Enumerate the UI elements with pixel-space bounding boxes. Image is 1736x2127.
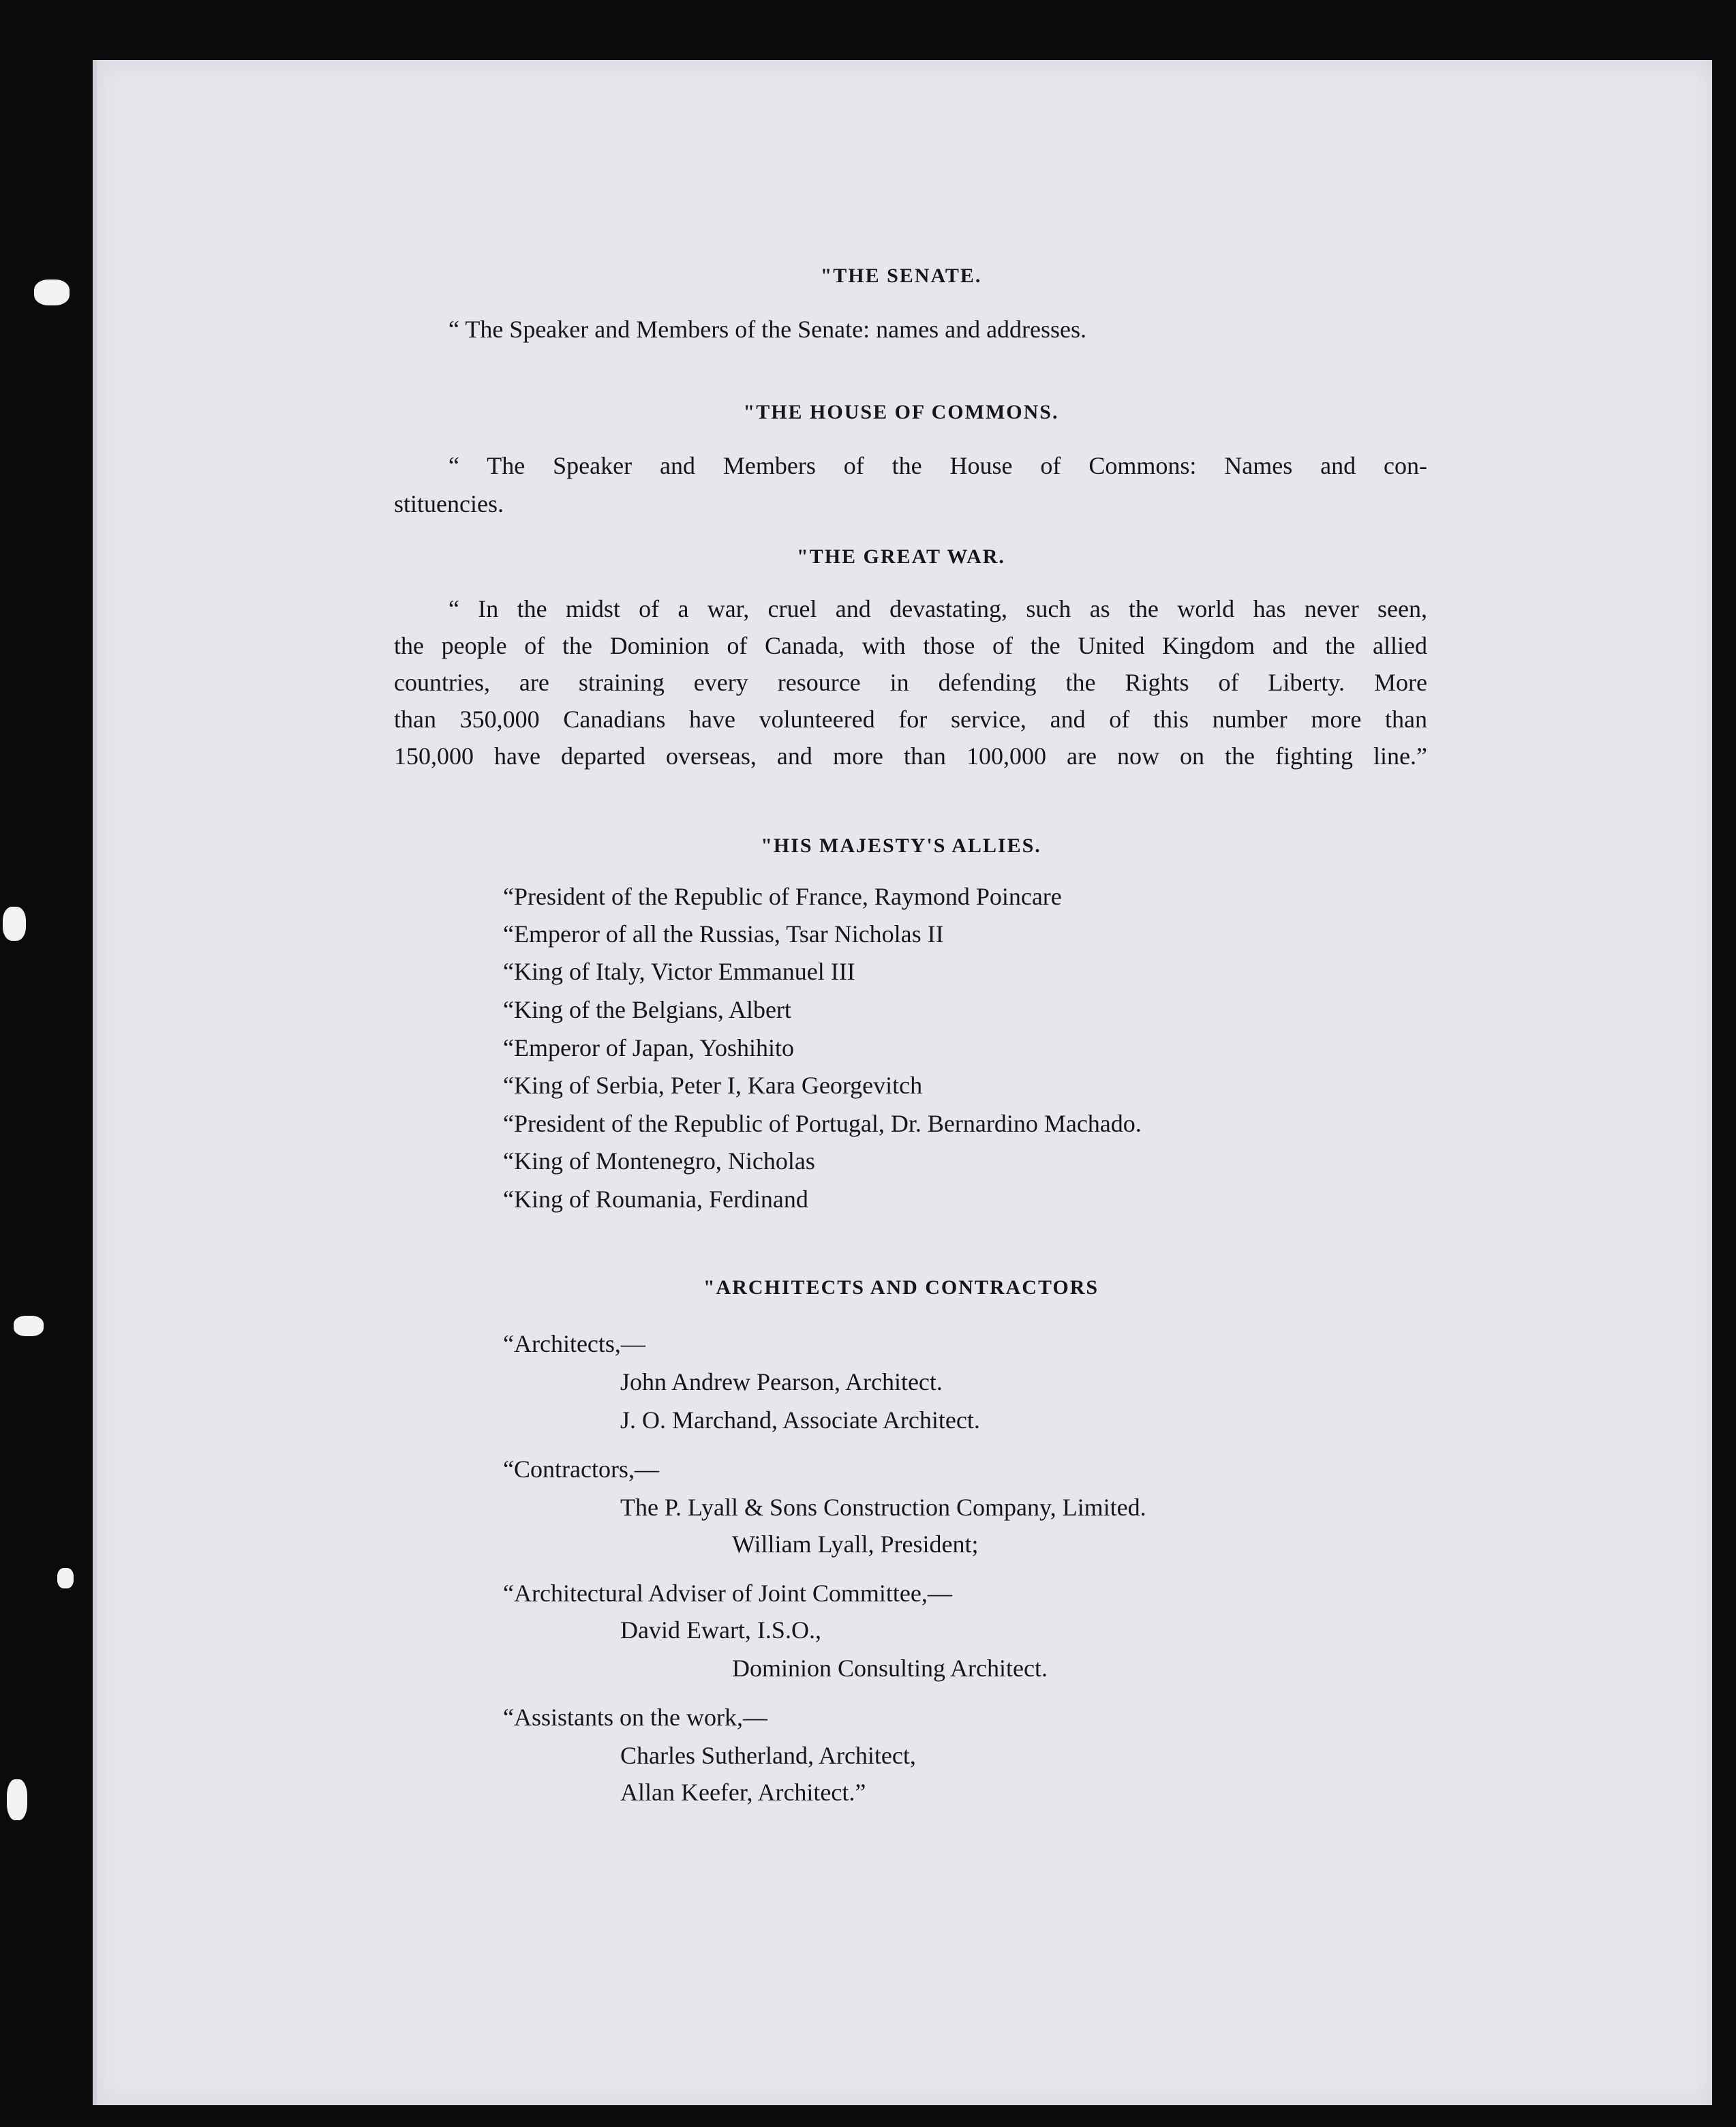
adviser-entry: David Ewart, I.S.O., — [620, 1616, 821, 1644]
great-war-line-3: countries, are straining every resource in defending the Rights of Liberty. More — [394, 669, 1427, 696]
ally-item: “Emperor of all the Russias, Tsar Nicholas II — [503, 920, 944, 948]
architect-entry: John Andrew Pearson, Architect. — [620, 1368, 943, 1396]
ally-item: “President of the Republic of France, Raymond Poincare — [503, 883, 1062, 910]
assistants-label: “Assistants on the work,— — [503, 1704, 767, 1731]
scan-speck — [14, 1316, 44, 1336]
ally-item: “King of Montenegro, Nicholas — [503, 1147, 815, 1175]
scan-speck — [34, 280, 70, 305]
great-war-line-1: “ In the midst of a war, cruel and devastating, such as the world has never seen, — [448, 595, 1427, 622]
contractor-entry: The P. Lyall & Sons Construction Company, Limited. — [620, 1494, 1146, 1521]
document-page — [93, 60, 1712, 2105]
ally-item: “King of Serbia, Peter I, Kara Georgevitch — [503, 1072, 923, 1099]
great-war-line-2: the people of the Dominion of Canada, with those of the United Kingdom and the allied — [394, 632, 1427, 659]
scan-speck — [57, 1568, 74, 1588]
commons-line-2: stituencies. — [394, 490, 504, 517]
ally-item: “President of the Republic of Portugal, Dr. Bernardino Machado. — [503, 1110, 1142, 1137]
ally-item: “Emperor of Japan, Yoshihito — [503, 1034, 794, 1061]
adviser-entry: Dominion Consulting Architect. — [732, 1655, 1048, 1682]
contractor-entry: William Lyall, President; — [732, 1530, 979, 1558]
great-war-heading: "THE GREAT WAR. — [797, 545, 1005, 568]
senate-line: “ The Speaker and Members of the Senate: names and addresses. — [448, 316, 1087, 343]
adviser-label: “Architectural Adviser of Joint Committee,— — [503, 1580, 952, 1607]
ally-item: “King of Italy, Victor Emmanuel III — [503, 958, 855, 985]
scan-speck — [3, 907, 26, 941]
great-war-line-4: than 350,000 Canadians have volunteered for service, and of this number more than — [394, 706, 1427, 733]
architect-entry: J. O. Marchand, Associate Architect. — [620, 1406, 980, 1434]
commons-line-1: “ The Speaker and Members of the House of Commons: Names and con- — [448, 452, 1427, 479]
architects-heading: "ARCHITECTS AND CONTRACTORS — [703, 1276, 1099, 1299]
great-war-line-5: 150,000 have departed overseas, and more than 100,000 are now on the fighting line.” — [394, 742, 1427, 770]
scan-speck — [7, 1779, 27, 1820]
assistant-entry: Charles Sutherland, Architect, — [620, 1742, 916, 1769]
assistant-entry: Allan Keefer, Architect.” — [620, 1779, 866, 1806]
allies-heading: "HIS MAJESTY'S ALLIES. — [761, 834, 1041, 857]
ally-item: “King of Roumania, Ferdinand — [503, 1186, 808, 1213]
architects-label: “Architects,— — [503, 1330, 645, 1357]
commons-heading: "THE HOUSE OF COMMONS. — [743, 401, 1059, 423]
contractors-label: “Contractors,— — [503, 1455, 659, 1483]
ally-item: “King of the Belgians, Albert — [503, 996, 791, 1023]
senate-heading: "THE SENATE. — [820, 265, 982, 287]
